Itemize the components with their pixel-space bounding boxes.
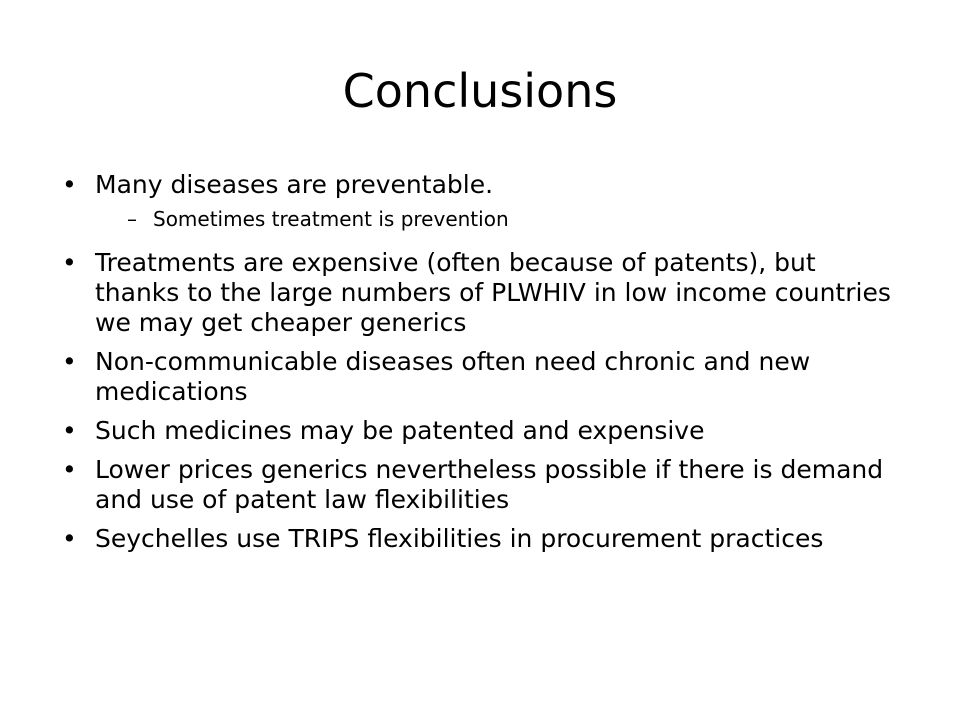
bullet-text: Such medicines may be patented and expensive (95, 416, 705, 445)
bullet-item (62, 416, 898, 446)
bullet-text: Seychelles use TRIPS flexibilities in procurement practices (95, 524, 824, 553)
bullet-marker: • (62, 455, 77, 484)
sub-bullet-marker: – (127, 207, 137, 231)
bullet-item (62, 455, 898, 515)
bullet-item (62, 347, 898, 407)
bullet-item (62, 248, 898, 338)
bullet-marker: • (62, 248, 77, 277)
slide-title: Conclusions (342, 64, 618, 118)
bullet-item (62, 524, 898, 554)
sub-bullet-item (62, 205, 898, 233)
bullet-text: Non-communicable diseases often need chronic and new medications (95, 347, 811, 406)
sub-bullet-text: Sometimes treatment is prevention (153, 207, 509, 231)
bullet-text: Lower prices generics nevertheless possible if there is demand and use of patent law flexibilities (95, 455, 884, 514)
bullet-marker: • (62, 347, 77, 376)
bullet-marker: • (62, 170, 77, 199)
bullet-text: Treatments are expensive (often because of patents), but thanks to the large numbers of PLWHIV in low income countries we may get cheaper generics (95, 248, 891, 337)
bullet-marker: • (62, 524, 77, 553)
bullet-marker: • (62, 416, 77, 445)
bullet-text: Many diseases are preventable. (95, 170, 494, 199)
bullet-list (62, 170, 898, 563)
bullet-item (62, 170, 898, 200)
